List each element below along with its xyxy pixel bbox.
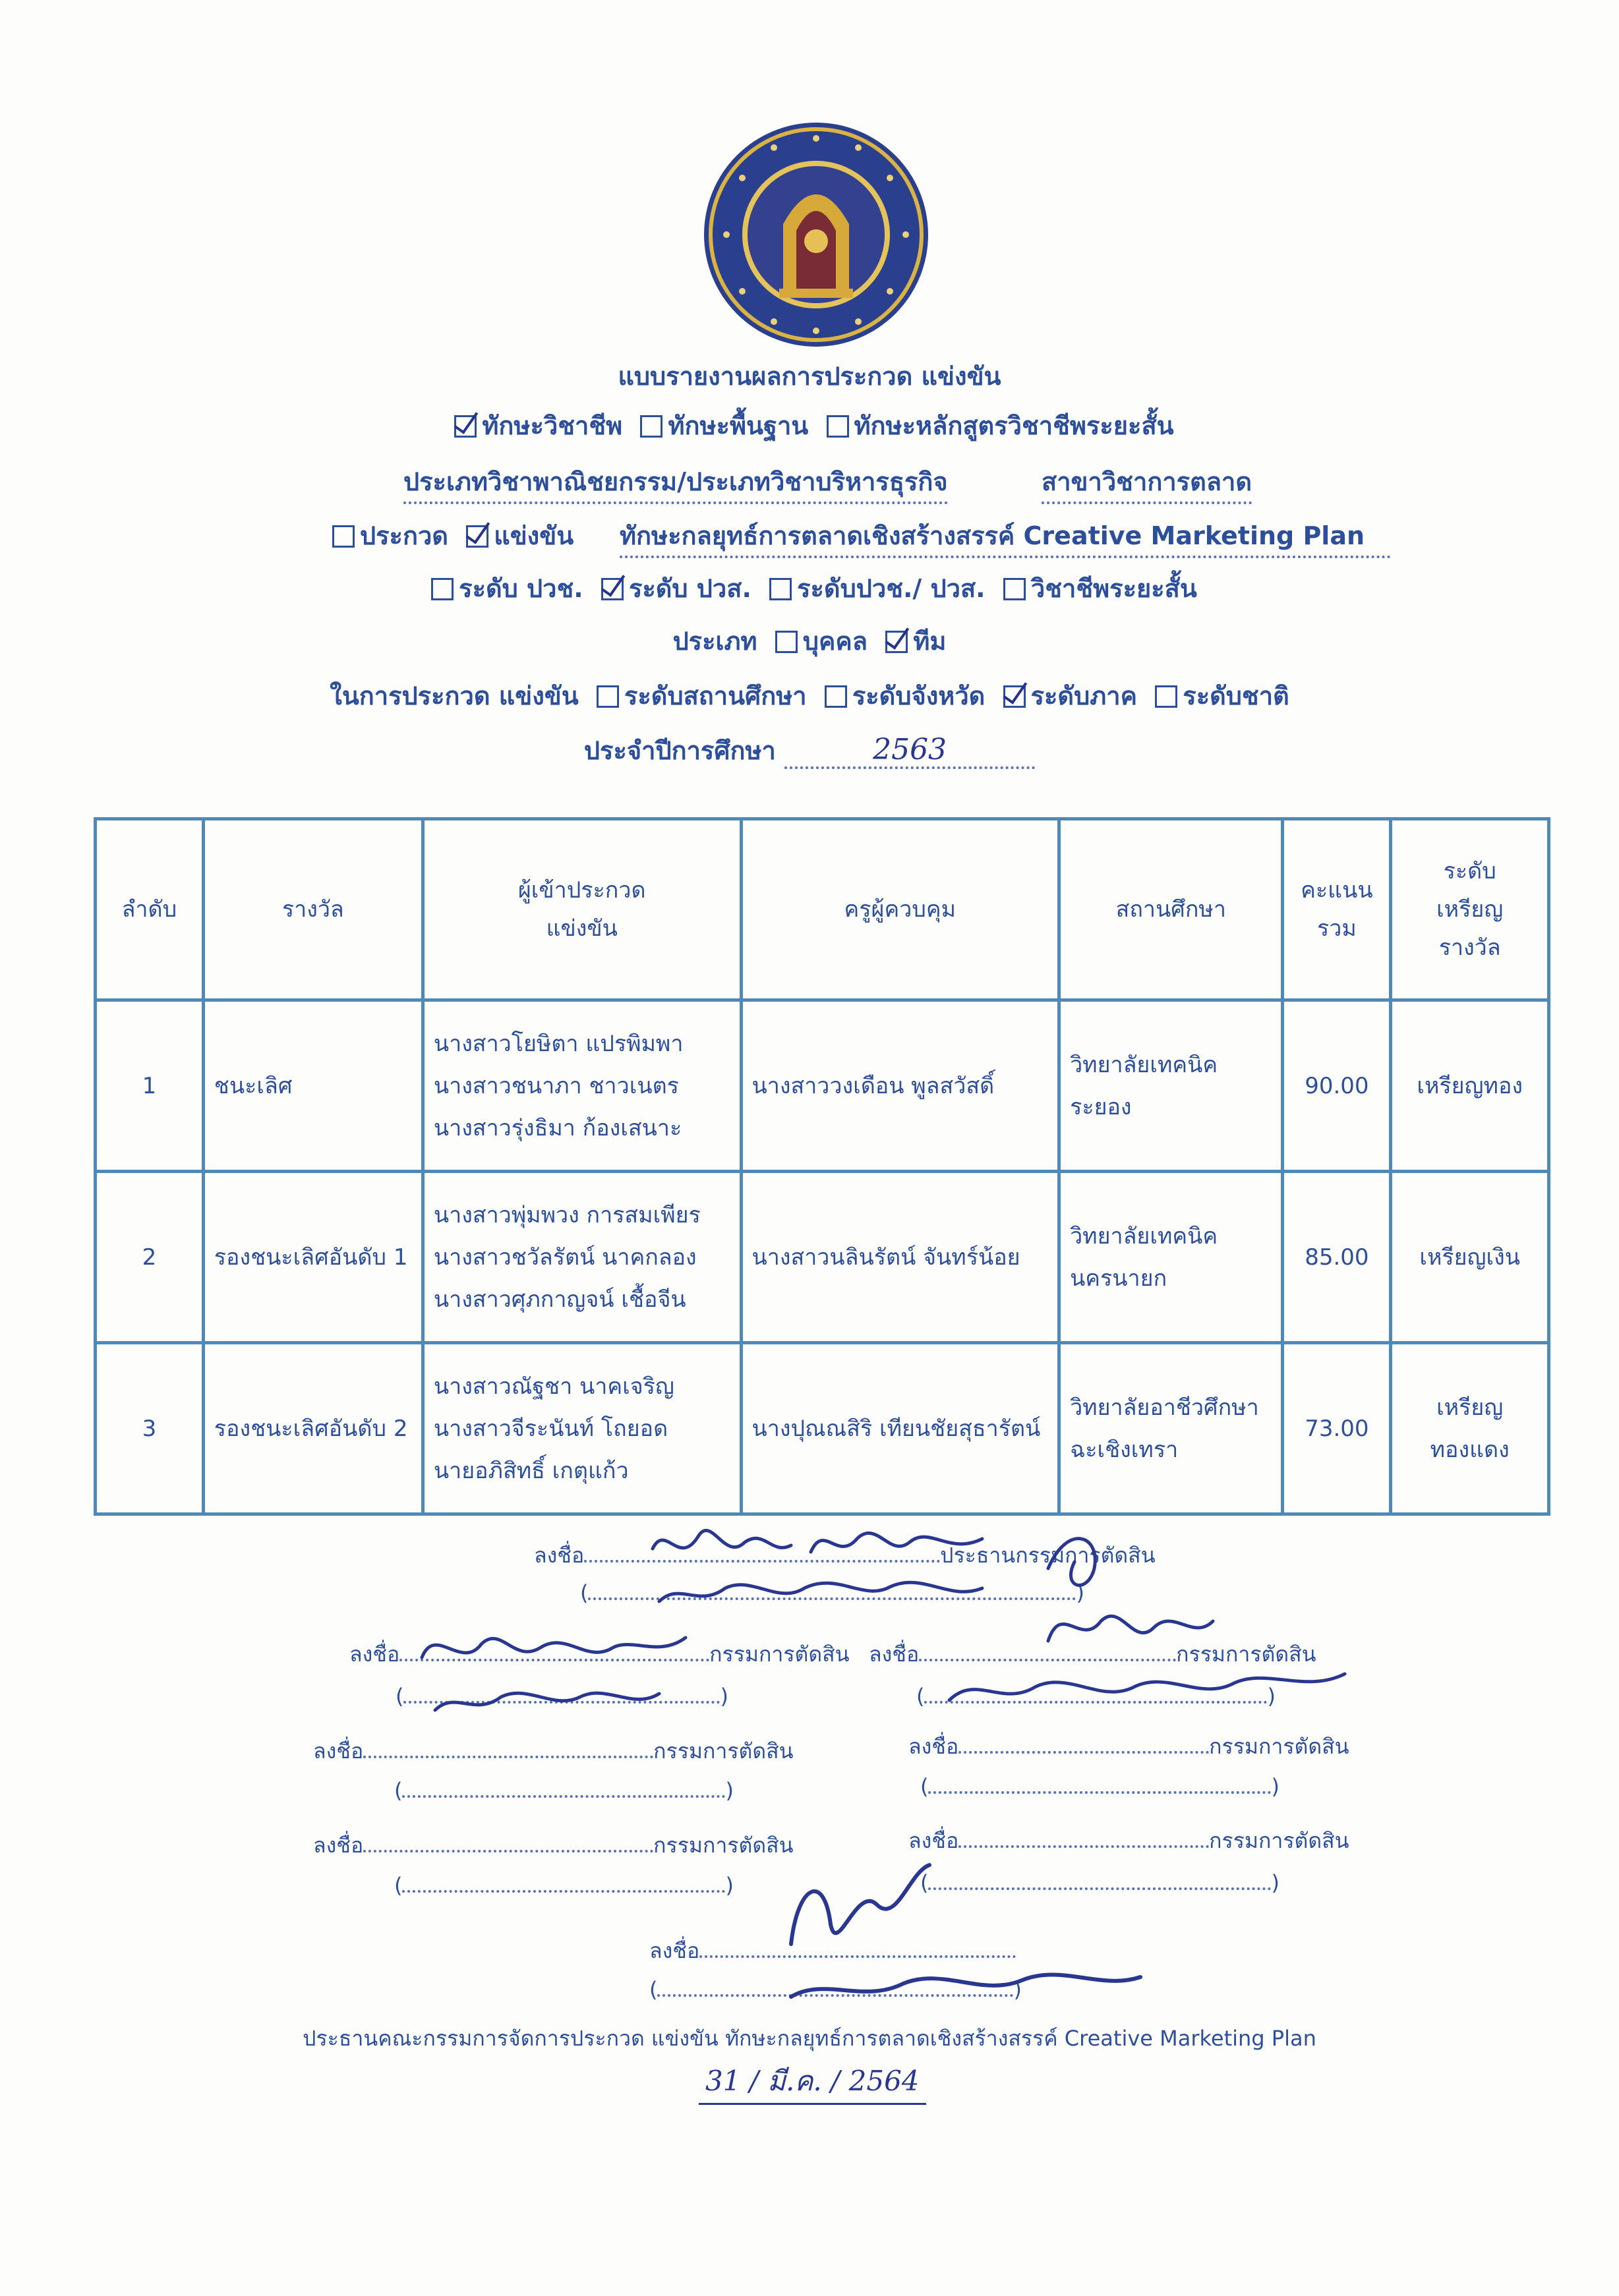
- row-medal: เหรียญทอง: [1391, 1000, 1549, 1172]
- chair-role: ประธานกรรมการตัดสิน: [940, 1543, 1156, 1568]
- row-members: นางสาวพุ่มพวง การสมเพียร นางสาวชวัลรัตน์ นาคกลอง นางสาวศุภกาญจน์ เชื้อจีน: [423, 1172, 741, 1343]
- table-header-row: [96, 819, 1549, 1000]
- form-title: แบบรายงานผลการประกวด แข่งขัน: [618, 362, 1001, 391]
- judge-name-line: ( ): [920, 1774, 1280, 1799]
- major-line: [1042, 461, 1252, 504]
- judge-signature-line: ลงชื่อ กรรมการตัดสิน: [313, 1738, 794, 1764]
- row-medal: เหรียญเงิน: [1391, 1172, 1549, 1343]
- type-prefix: ประเภท: [672, 627, 757, 656]
- row-award: รองชนะเลิศอันดับ 1: [203, 1172, 423, 1343]
- scope-region-label: ระดับภาค: [1030, 681, 1138, 710]
- skill-basic-label: ทักษะพื้นฐาน: [668, 411, 809, 440]
- col-score-header: คะแนน รวม: [1283, 819, 1391, 1000]
- col-school-header: สถานศึกษา: [1059, 819, 1283, 1000]
- judge-signature-scrawl: [936, 1588, 1371, 1720]
- row-score: 73.00: [1283, 1343, 1391, 1514]
- contest-name-text: ทักษะกลยุทธ์การตลาดเชิงสร้างสรรค์ Creative Marketing Plan: [620, 515, 1391, 558]
- level-pvs-checkbox[interactable]: [601, 578, 624, 600]
- row-score: 85.00: [1283, 1172, 1391, 1343]
- category-line: [403, 461, 948, 504]
- row-award: ชนะเลิศ: [203, 1000, 423, 1172]
- judge-name-line: ( ): [396, 1684, 728, 1709]
- col-award-header: รางวัล: [203, 819, 423, 1000]
- contest-name-line: [620, 515, 1391, 558]
- row-award: รองชนะเลิศอันดับ 2: [203, 1343, 423, 1514]
- year-value: 2563: [784, 733, 1035, 769]
- scope-options-row: [0, 675, 1619, 716]
- level-short-checkbox[interactable]: [1003, 578, 1026, 600]
- level-options-row: [0, 568, 1619, 608]
- row-teacher: นางสาววงเดือน พูลสวัสดิ์: [741, 1000, 1059, 1172]
- row-school: วิทยาลัยอาชีวศึกษา ฉะเชิงเทรา: [1059, 1343, 1283, 1514]
- contest-prakuad-label: ประกวด: [360, 521, 448, 550]
- row-members: นางสาวณัฐชา นาคเจริญ นางสาวจีระนันท์ โถยอด นายอภิสิทธิ์ เกตุแก้ว: [423, 1343, 741, 1514]
- row-teacher: นางสาวนลินรัตน์ จันทร์น้อย: [741, 1172, 1059, 1343]
- major-text: สาขาวิชาการตลาด: [1042, 461, 1252, 504]
- judge-name-line: ( ): [394, 1873, 734, 1898]
- results-table: [94, 817, 1550, 1516]
- organizer-name-line: ( ): [649, 1977, 1022, 2002]
- year-row: [0, 730, 1619, 770]
- scope-province-label: ระดับจังหวัด: [852, 681, 986, 710]
- judge-signature-line: ลงชื่อ กรรมการตัดสิน: [869, 1642, 1316, 1667]
- year-label: ประจำปีการศึกษา: [583, 736, 776, 765]
- col-teacher-header: ครูผู้ควบคุม: [741, 819, 1059, 1000]
- scope-school-checkbox[interactable]: [597, 685, 619, 708]
- skill-vocational-checkbox[interactable]: [454, 415, 477, 438]
- judge-signature-line: ลงชื่อ กรรมการตัดสิน: [313, 1833, 794, 1858]
- col-no-header: ลำดับ: [96, 819, 204, 1000]
- type-team-checkbox[interactable]: [885, 631, 908, 653]
- sign-prefix: ลงชื่อ: [534, 1543, 585, 1568]
- type-individual-label: บุคคล: [802, 627, 868, 656]
- level-both-checkbox[interactable]: [769, 578, 792, 600]
- row-teacher: นางปุณณสิริ เทียนชัยสุธารัตน์: [741, 1343, 1059, 1514]
- judge-signature-line: ลงชื่อ กรรมการตัดสิน: [908, 1734, 1349, 1759]
- contest-row: [323, 515, 574, 556]
- skill-options-row: [0, 405, 1619, 445]
- organizer-signature-line: ลงชื่อ: [649, 1934, 1016, 1968]
- row-medal: เหรียญ ทองแดง: [1391, 1343, 1549, 1514]
- skill-short-course-checkbox[interactable]: [827, 415, 849, 438]
- table-row: [96, 1343, 1549, 1514]
- row-members: นางสาวโยษิตา แปรพิมพา นางสาวชนาภา ชาวเนตร นางสาวรุ่งธิมา ก้องเสนาะ: [423, 1000, 741, 1172]
- level-pvch-checkbox[interactable]: [431, 578, 454, 600]
- type-options-row: [0, 621, 1619, 661]
- row-no: 3: [96, 1343, 204, 1514]
- judge-name-line: ( ): [916, 1684, 1276, 1709]
- judge-signature-scrawl: [409, 1611, 712, 1723]
- level-pvs-label: ระดับ ปวส.: [628, 574, 751, 603]
- skill-basic-checkbox[interactable]: [640, 415, 662, 438]
- emblem-seal: [700, 119, 932, 351]
- type-individual-checkbox[interactable]: [775, 631, 798, 653]
- row-school: วิทยาลัยเทคนิค นครนายก: [1059, 1172, 1283, 1343]
- level-pvch-label: ระดับ ปวช.: [459, 574, 583, 603]
- scope-prefix: ในการประกวด แข่งขัน: [330, 681, 579, 710]
- scope-school-label: ระดับสถานศึกษา: [624, 681, 807, 710]
- organizer-role: ประธานคณะกรรมการจัดการประกวด แข่งขัน ทักษะกลยุทธ์การตลาดเชิงสร้างสรรค์ Creative Marketing Plan: [303, 2026, 1316, 2051]
- signed-date: 31 / มี.ค. / 2564: [699, 2059, 926, 2105]
- judge-signature-line: ลงชื่อ กรรมการตัดสิน: [908, 1828, 1349, 1853]
- row-no: 2: [96, 1172, 204, 1343]
- level-short-label: วิชาชีพระยะสั้น: [1030, 574, 1197, 603]
- skill-short-course-label: ทักษะหลักสูตรวิชาชีพระยะสั้น: [854, 411, 1174, 440]
- skill-vocational-label: ทักษะวิชาชีพ: [482, 411, 623, 440]
- scope-national-label: ระดับชาติ: [1183, 681, 1289, 710]
- table-row: [96, 1000, 1549, 1172]
- contest-khaengkhan-label: แข่งขัน: [494, 521, 574, 550]
- row-school: วิทยาลัยเทคนิค ระยอง: [1059, 1000, 1283, 1172]
- judge-name-line: ( ): [394, 1778, 734, 1803]
- judge-signature-line: ลงชื่อ กรรมการตัดสิน: [349, 1642, 850, 1667]
- contest-prakuad-checkbox[interactable]: [332, 525, 355, 548]
- organizer-signature-scrawl: [771, 1845, 1180, 2010]
- col-members-header: ผู้เข้าประกวด แข่งขัน: [423, 819, 741, 1000]
- type-team-label: ทีม: [913, 627, 947, 656]
- level-both-label: ระดับปวช./ ปวส.: [797, 574, 986, 603]
- row-no: 1: [96, 1000, 204, 1172]
- chair-name-line: ( ): [580, 1580, 1084, 1605]
- scope-national-checkbox[interactable]: [1155, 685, 1177, 708]
- judge-name-line: ( ): [920, 1870, 1280, 1895]
- table-row: [96, 1172, 1549, 1343]
- contest-khaengkhan-checkbox[interactable]: [466, 525, 488, 548]
- scope-province-checkbox[interactable]: [825, 685, 847, 708]
- scope-region-checkbox[interactable]: [1003, 685, 1026, 708]
- category-text: ประเภทวิชาพาณิชยกรรม/ประเภทวิชาบริหารธุรกิจ: [403, 461, 948, 504]
- row-score: 90.00: [1283, 1000, 1391, 1172]
- col-medal-header: ระดับ เหรียญ รางวัล: [1391, 819, 1549, 1000]
